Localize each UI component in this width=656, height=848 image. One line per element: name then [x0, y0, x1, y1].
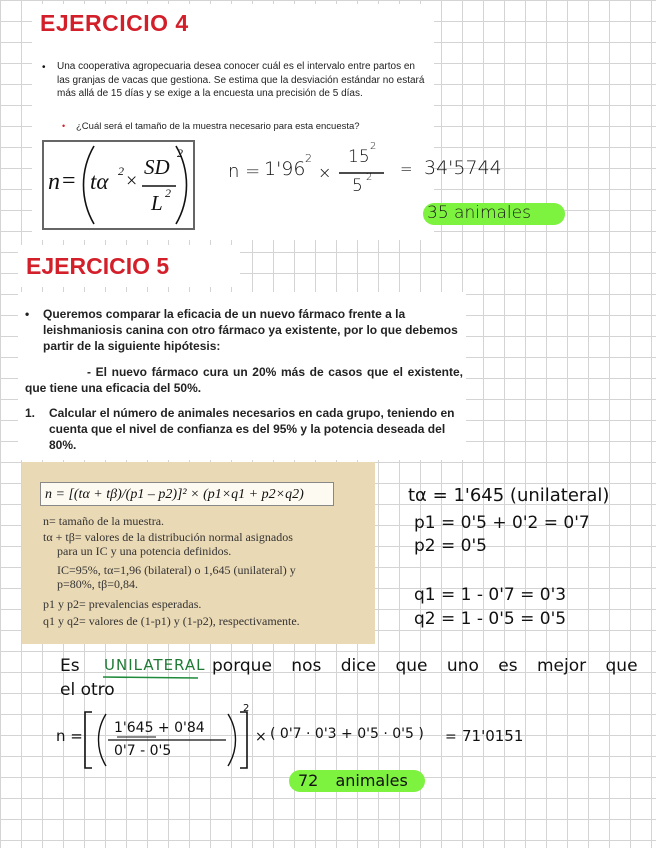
hw-result: 71'0151 — [462, 727, 524, 745]
ejercicio5-para2: - El nuevo fármaco cura un 20% más de casos que el existente, que tiene una eficacia del 50%. — [25, 365, 463, 395]
definition-line: IC=95%, tα=1,96 (bilateral) o 1,645 (unilateral) y — [57, 563, 296, 577]
ejercicio4-question: ¿Cuál será el tamaño de la muestra necesario para esta encuesta? — [76, 121, 360, 132]
ejercicio4-title: EJERCICIO 4 — [40, 10, 189, 36]
hw-equals: = — [445, 729, 457, 745]
e4-hw-num: 15 — [348, 147, 370, 167]
definition-line: p=80%, tβ=0,84. — [57, 577, 138, 591]
e4-hw-num-exp: 2 — [370, 141, 377, 152]
ejercicio4-paragraph: Una cooperativa agropecuaria desea conocer cuál es el intervalo entre partos en las granjas de vacas que gestiona. Se estima que la desviación estándar no estará más allá de 15 días y se exige a la encuesta una precisión de 5 días. — [57, 61, 425, 99]
e5-answer: 72 animales — [298, 771, 408, 790]
e4-hw-factor: 1'96 — [264, 158, 306, 180]
hw-n-label: n = — [56, 727, 83, 745]
hw-reason: porque nos dice que uno es mejor que — [212, 656, 638, 676]
definition-line: q1 y q2= valores de (1-p1) y (1-p2), respectivamente. — [43, 614, 300, 628]
ejercicio5-bullet: • — [25, 307, 30, 321]
hw-frac-den: 0'7 - 0'5 — [114, 743, 172, 759]
hw-q2: q2 = 1 - 0'5 = 0'5 — [414, 609, 567, 629]
e4-hw-fraction-bar — [338, 171, 386, 175]
e4-hw-times: × — [318, 163, 332, 182]
formula-n: n — [48, 169, 60, 195]
ejercicio4-formula-box — [42, 140, 195, 230]
hw-num-underline — [116, 735, 158, 739]
e4-hw-n: n = — [228, 161, 261, 182]
hw-q1: q1 = 1 - 0'7 = 0'3 — [414, 585, 567, 605]
e4-hw-factor-exp: 2 — [305, 152, 312, 165]
definition-line: tα + tβ= valores de la distribución normal asignados — [43, 530, 293, 544]
ejercicio4-bullet: • — [42, 62, 46, 73]
e4-hw-den-exp: 2 — [366, 172, 373, 183]
formula-l-exponent: 2 — [165, 186, 171, 200]
hw-p1: p1 = 0'5 + 0'2 = 0'7 — [414, 513, 590, 533]
definition-line: n= tamaño de la muestra. — [43, 514, 165, 528]
hw-times: × — [255, 729, 267, 745]
e4-hw-result: 34'5744 — [424, 157, 502, 179]
e4-hw-equals: = — [400, 160, 413, 178]
definition-line: p1 y p2= prevalencias esperadas. — [43, 597, 202, 611]
ejercicio5-title: EJERCICIO 5 — [26, 253, 170, 279]
ejercicio5-item-text: Calcular el número de animales necesarios en cada grupo, teniendo en cuenta que el nivel de confianza es del 95% y la potencia deseada del 80%. — [49, 406, 455, 452]
hw-unilateral: UNILATERAL — [104, 656, 206, 674]
ejercicio5-formula: n = [(tα + tβ)/(p1 – p2)]² × (p1×q1 + p2×q2) — [40, 482, 334, 506]
hw-es: Es — [60, 656, 80, 676]
hw-t-alpha: tα = 1'645 (unilateral) — [408, 485, 610, 506]
ejercicio5-item-number: 1. — [25, 406, 36, 420]
ejercicio5-para1: Queremos comparar la eficacia de un nuevo fármaco frente a la leishmaniosis canina con otro fármaco ya existente, por lo que debemos partir de la siguiente hipótesis: — [43, 307, 458, 353]
hw-product: ( 0'7 · 0'3 + 0'5 · 0'5 ) — [270, 726, 424, 742]
formula-sd-exponent: 2 — [177, 146, 183, 160]
formula-l: L — [151, 191, 163, 215]
ejercicio4-question-bullet: • — [62, 121, 66, 131]
formula-sd: SD — [144, 155, 170, 179]
formula-t-exponent: 2 — [118, 164, 124, 178]
hw-p2: p2 = 0'5 — [414, 536, 487, 556]
hw-exponent: 2 — [243, 703, 250, 714]
e4-answer: 35 animales — [427, 203, 531, 223]
definition-line: para un IC y una potencia definidos. — [57, 544, 232, 558]
formula-equals: = — [62, 168, 76, 194]
e4-hw-den: 5 — [352, 176, 363, 196]
formula-t-alpha: tα — [90, 169, 109, 194]
hw-reason-2: el otro — [60, 680, 115, 700]
formula-times: × — [126, 170, 138, 192]
hw-brackets — [82, 710, 252, 770]
hw-unilateral-underline — [102, 675, 200, 680]
hw-frac-num: 1'645 + 0'84 — [114, 720, 205, 736]
